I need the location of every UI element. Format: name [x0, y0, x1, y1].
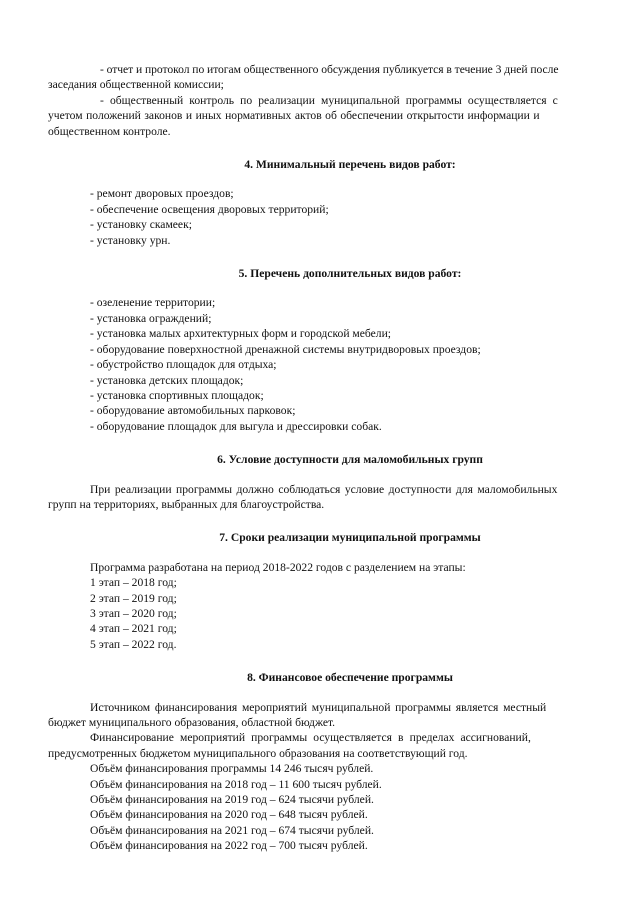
list-item: - озеленение территории; — [90, 296, 216, 310]
list-item: 5 этап – 2022 год. — [90, 637, 177, 651]
list-item: Объём финансирования на 2022 год – 700 тысяч рублей. — [90, 839, 368, 853]
list-item: - установка малых архитектурных форм и городской мебели; — [90, 327, 392, 341]
intro-paragraph-1 — [48, 62, 610, 93]
text-line: - отчет и протокол по итогам общественного обсуждения публикуется в течение 3 дней после — [100, 63, 559, 76]
list-item: - установку урн. — [90, 233, 171, 247]
text-line: - общественный контроль по реализации муниципальной программы осуществляется с — [100, 93, 558, 107]
list-item: - установка спортивных площадок; — [90, 388, 264, 402]
text-line: общественном контроле. — [48, 124, 171, 138]
section-7-heading: 7. Сроки реализации муниципальной программы — [219, 531, 481, 545]
section-5-list — [90, 295, 610, 434]
text-line: предусмотренных бюджетом муниципального образования на соответствующий год. — [48, 746, 468, 760]
section-4-list — [90, 186, 610, 248]
list-item: - установка ограждений; — [90, 311, 212, 325]
text-line: Финансирование мероприятий программы осуществляется в пределах ассигнований, — [90, 731, 531, 745]
text-line: групп на территориях, выбранных для благоустройства. — [48, 497, 325, 511]
list-item: Объём финансирования на 2020 год – 648 тысяч рублей. — [90, 808, 368, 822]
list-item: 4 этап – 2021 год; — [90, 622, 177, 636]
list-item: Объём финансирования на 2018 год – 11 600 тысяч рублей. — [90, 777, 382, 791]
section-5-heading: 5. Перечень дополнительных видов работ: — [238, 267, 462, 281]
list-item: Объём финансирования на 2019 год – 624 тысячи рублей. — [90, 793, 374, 807]
list-item: - оборудование площадок для выгула и дрессировки собак. — [90, 419, 382, 433]
list-item: Объём финансирования программы 14 246 тысяч рублей. — [90, 762, 374, 776]
text-line: При реализации программы должно соблюдаться условие доступности для маломобильных — [90, 482, 558, 496]
section-6-heading: 6. Условие доступности для маломобильных групп — [217, 453, 483, 467]
section-8-heading: 8. Финансовое обеспечение программы — [247, 671, 453, 685]
list-item: - ремонт дворовых проездов; — [90, 187, 234, 201]
list-item: - установка детских площадок; — [90, 373, 244, 387]
list-item: - оборудование автомобильных парковок; — [90, 404, 296, 418]
text-line: учетом положений законов и иных нормативных актов об обеспечении открытости информации и — [48, 109, 540, 123]
section-8-body — [48, 700, 610, 854]
list-item: - установку скамеек; — [90, 218, 192, 232]
intro-paragraph-2 — [48, 93, 610, 139]
list-item: 2 этап – 2019 год; — [90, 591, 177, 605]
list-item: - обустройство площадок для отдыха; — [90, 358, 277, 372]
list-item: 1 этап – 2018 год; — [90, 576, 177, 590]
section-6-paragraph — [48, 482, 610, 513]
list-item: - обеспечение освещения дворовых территорий; — [90, 202, 329, 216]
list-item: 3 этап – 2020 год; — [90, 606, 177, 620]
section-4-heading: 4. Минимальный перечень видов работ: — [244, 158, 456, 172]
text-line: бюджет муниципального образования, областной бюджет. — [48, 716, 336, 729]
section-7-body — [90, 560, 610, 652]
list-item: Объём финансирования на 2021 год – 674 тысячи рублей. — [90, 823, 374, 837]
text-line: заседания общественной комиссии; — [48, 78, 224, 92]
list-item: - оборудование поверхностной дренажной системы внутридворовых проездов; — [90, 342, 481, 356]
text-line: Источником финансирования мероприятий муниципальной программы является местный — [90, 700, 547, 714]
text-line: Программа разработана на период 2018-2022 годов с разделением на этапы: — [90, 560, 466, 574]
document-page — [48, 62, 610, 854]
